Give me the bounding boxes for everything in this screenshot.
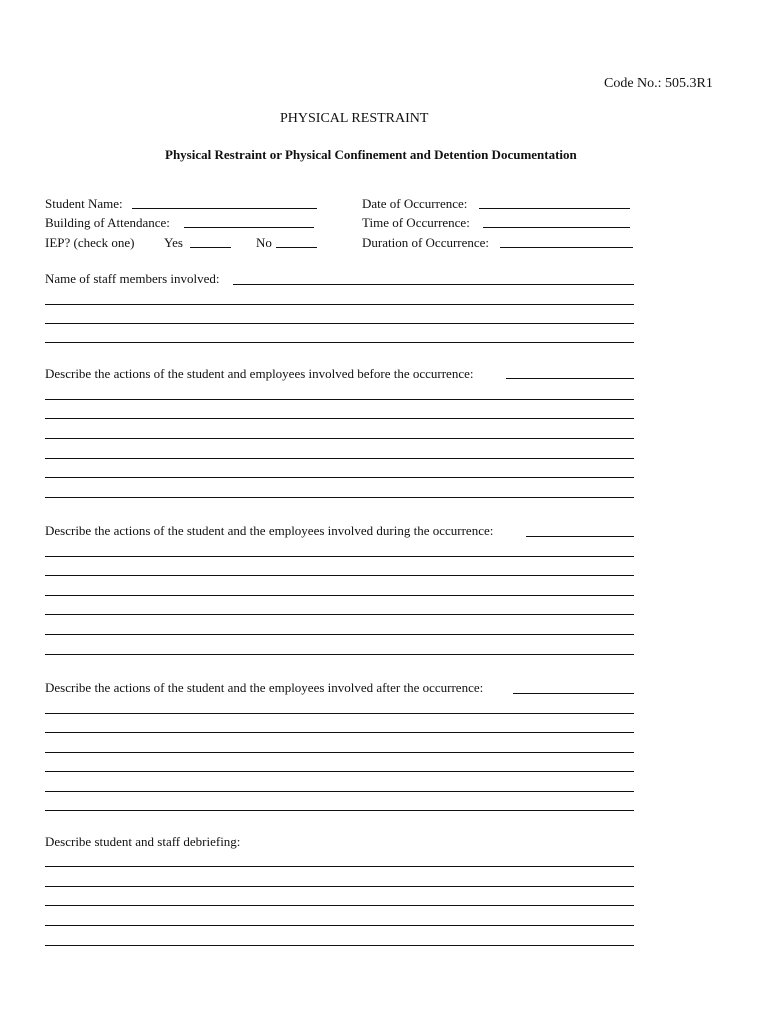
time-label: Time of Occurrence: <box>362 215 470 230</box>
staff-line[interactable] <box>45 323 634 324</box>
building-field[interactable] <box>184 227 314 228</box>
student-name-label: Student Name: <box>45 196 123 211</box>
debrief-line[interactable] <box>45 945 634 946</box>
before-label: Describe the actions of the student and employees involved before the occurrence: <box>45 366 474 381</box>
time-field[interactable] <box>483 227 630 228</box>
page-subtitle: Physical Restraint or Physical Confinement and Detention Documentation <box>165 147 577 162</box>
staff-line[interactable] <box>45 304 634 305</box>
before-line[interactable] <box>45 418 634 419</box>
after-line[interactable] <box>45 791 634 792</box>
during-line[interactable] <box>45 575 634 576</box>
after-line[interactable] <box>45 810 634 811</box>
staff-label: Name of staff members involved: <box>45 271 220 286</box>
during-line[interactable] <box>45 654 634 655</box>
during-line[interactable] <box>45 634 634 635</box>
date-label: Date of Occurrence: <box>362 196 468 211</box>
before-line[interactable] <box>45 438 634 439</box>
after-line[interactable] <box>45 752 634 753</box>
page-title: PHYSICAL RESTRAINT <box>280 111 429 126</box>
building-label: Building of Attendance: <box>45 215 170 230</box>
during-line[interactable] <box>45 556 634 557</box>
debrief-line[interactable] <box>45 886 634 887</box>
debrief-line[interactable] <box>45 925 634 926</box>
before-field[interactable] <box>506 378 634 379</box>
date-field[interactable] <box>479 208 630 209</box>
iep-no-label: No <box>256 235 272 250</box>
iep-yes-label: Yes <box>164 235 183 250</box>
iep-yes-field[interactable] <box>190 247 231 248</box>
before-line[interactable] <box>45 458 634 459</box>
during-line[interactable] <box>45 614 634 615</box>
before-line[interactable] <box>45 399 634 400</box>
staff-field[interactable] <box>233 284 634 285</box>
after-line[interactable] <box>45 771 634 772</box>
code-number: Code No.: 505.3R1 <box>604 76 713 91</box>
student-name-field[interactable] <box>132 208 317 209</box>
during-line[interactable] <box>45 595 634 596</box>
after-line[interactable] <box>45 713 634 714</box>
before-line[interactable] <box>45 477 634 478</box>
debrief-line[interactable] <box>45 905 634 906</box>
duration-field[interactable] <box>500 247 633 248</box>
during-field[interactable] <box>526 536 634 537</box>
staff-line[interactable] <box>45 342 634 343</box>
duration-label: Duration of Occurrence: <box>362 235 490 250</box>
during-label: Describe the actions of the student and the employees involved during the occurrence: <box>45 523 494 538</box>
after-field[interactable] <box>513 693 634 694</box>
debrief-line[interactable] <box>45 866 634 867</box>
after-label: Describe the actions of the student and the employees involved after the occurrence: <box>45 680 484 695</box>
before-line[interactable] <box>45 497 634 498</box>
iep-label: IEP? (check one) <box>45 235 135 250</box>
iep-no-field[interactable] <box>276 247 317 248</box>
debrief-label: Describe student and staff debriefing: <box>45 834 241 849</box>
after-line[interactable] <box>45 732 634 733</box>
